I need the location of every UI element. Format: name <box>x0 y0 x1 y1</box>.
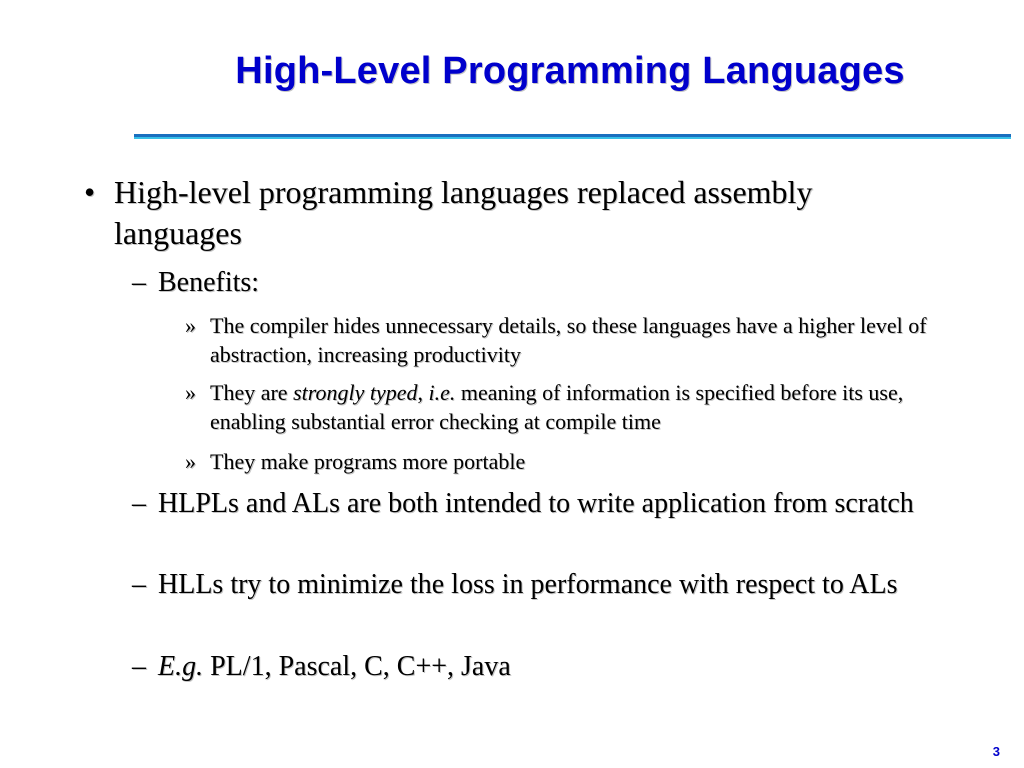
sub-bullet-text: HLLs try to minimize the loss in performance with respect to ALs <box>158 569 898 600</box>
bullet-marker: • <box>84 174 96 210</box>
sub-bullet-examples <box>132 648 972 685</box>
text-run: , <box>417 380 429 405</box>
text-run: meaning of information is specified before its use, enabling substantial error checking at compile time <box>210 380 904 434</box>
sub-bullet-hlpl-al <box>132 485 972 522</box>
sub-bullet-text <box>158 648 972 685</box>
bullet-hlpl-replaced <box>84 172 844 254</box>
text-run: They are <box>210 380 294 405</box>
sub-bullet-performance <box>132 566 972 603</box>
benefit-text: They make programs more portable <box>210 449 526 474</box>
slide-title: High-Level Programming Languages <box>235 50 905 92</box>
page-number: 3 <box>992 744 1000 759</box>
benefit-portable <box>185 447 975 476</box>
text-run: PL/1, Pascal, C, C++, Java <box>203 651 511 682</box>
benefit-text: The compiler hides unnecessary details, so these languages have a higher level of abstraction, increasing productivity <box>210 313 927 367</box>
benefit-text <box>210 378 975 436</box>
title-divider <box>134 134 1011 139</box>
chevron-marker: » <box>185 313 196 338</box>
dash-marker: – <box>132 569 146 600</box>
dash-marker: – <box>132 651 146 682</box>
italic-term: strongly typed <box>293 380 418 405</box>
italic-abbrev: E.g. <box>158 651 204 682</box>
sub-bullet-benefits <box>132 264 972 301</box>
italic-abbrev: i.e. <box>428 380 456 405</box>
sub-bullet-text: HLPLs and ALs are both intended to write application from scratch <box>158 488 914 519</box>
sub-bullet-text: Benefits: <box>158 267 260 298</box>
benefit-abstraction <box>185 311 975 369</box>
chevron-marker: » <box>185 449 196 474</box>
dash-marker: – <box>132 267 146 298</box>
benefit-strong-typing <box>185 378 975 436</box>
bullet-text: High-level programming languages replaced assembly languages <box>114 174 813 251</box>
dash-marker: – <box>132 488 146 519</box>
chevron-marker: » <box>185 380 196 405</box>
